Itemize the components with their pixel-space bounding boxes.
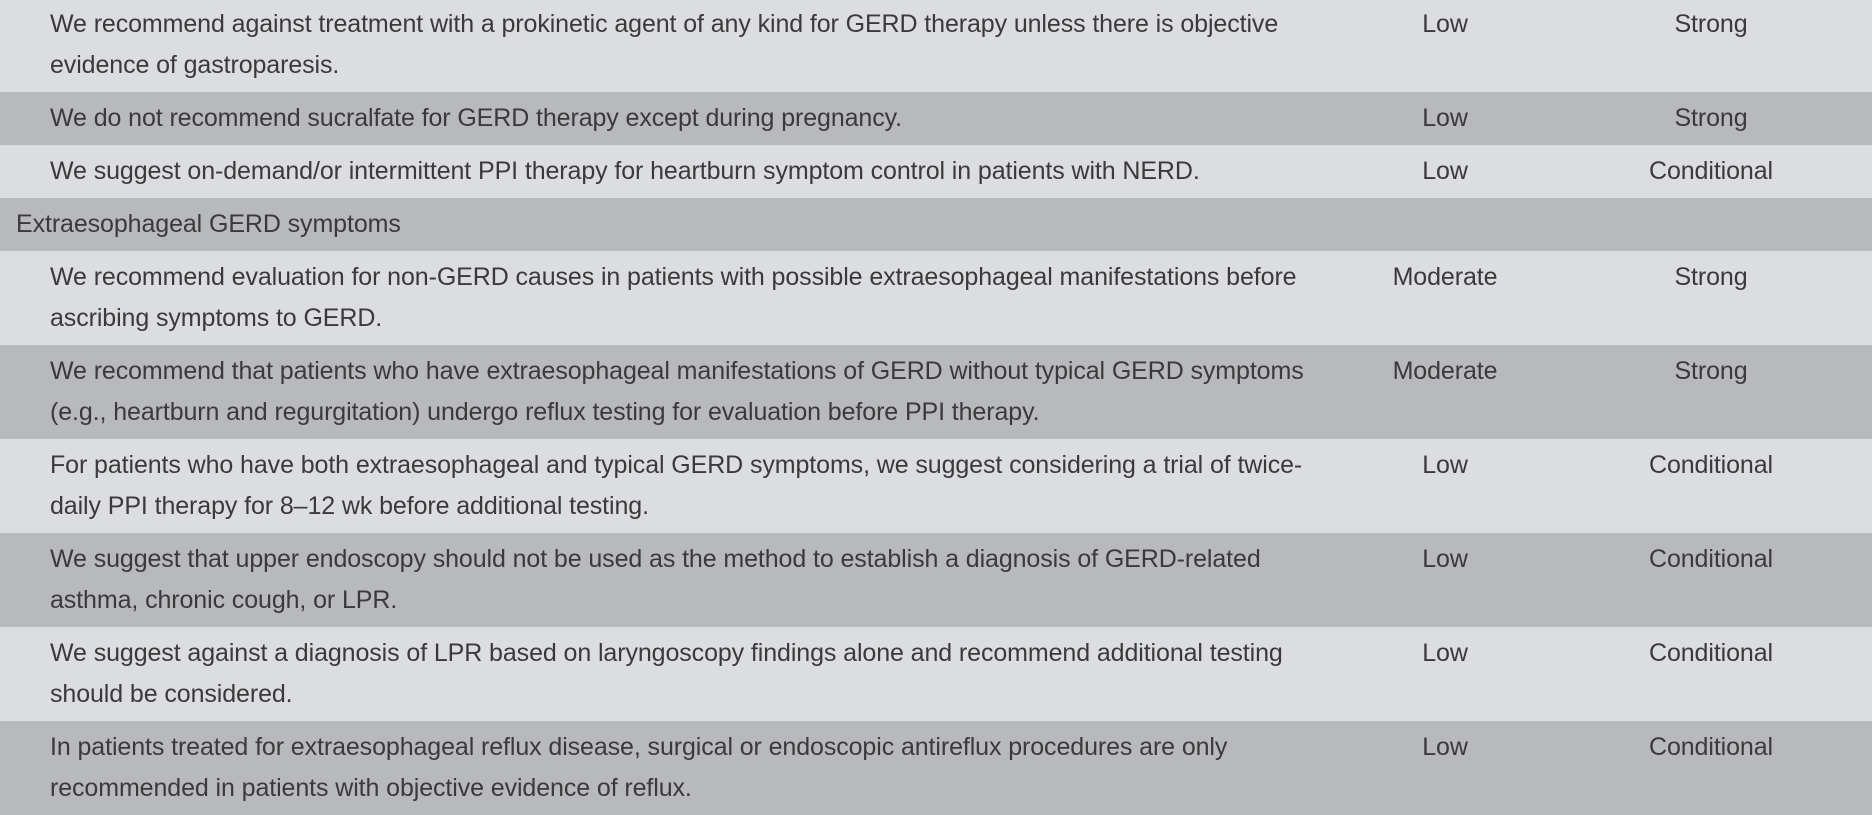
- strength-of-recommendation: Conditional: [1649, 733, 1773, 761]
- recommendation-text: We suggest on-demand/or intermittent PPI therapy for heartburn symptom control in patients with NERD.: [50, 157, 1200, 185]
- recommendation-text: We recommend evaluation for non-GERD causes in patients with possible extraesophageal manifestations before ascribing symptoms to GERD.: [50, 263, 1297, 332]
- section-header-row: [0, 198, 1872, 251]
- table-row: [0, 145, 1872, 198]
- table-row: [0, 439, 1872, 533]
- strength-of-recommendation: Conditional: [1649, 157, 1773, 185]
- table-row: [0, 92, 1872, 145]
- quality-of-evidence: Moderate: [1392, 263, 1498, 291]
- recommendation-text: We suggest against a diagnosis of LPR based on laryngoscopy findings alone and recommend additional testing should be considered.: [50, 639, 1283, 708]
- quality-of-evidence: Low: [1422, 104, 1468, 132]
- recommendation-text: We recommend that patients who have extraesophageal manifestations of GERD without typical GERD symptoms (e.g., heartburn and regurgitation) undergo reflux testing for evaluation before PPI therapy.: [50, 357, 1304, 426]
- strength-of-recommendation: Conditional: [1649, 545, 1773, 573]
- quality-of-evidence: Low: [1422, 451, 1468, 479]
- quality-of-evidence: Moderate: [1392, 357, 1498, 385]
- table-row: [0, 345, 1872, 439]
- strength-of-recommendation: Strong: [1674, 10, 1748, 38]
- quality-of-evidence: Low: [1422, 157, 1468, 185]
- table-row: [0, 0, 1872, 92]
- table-row: [0, 533, 1872, 627]
- table-row: [0, 627, 1872, 721]
- strength-of-recommendation: Strong: [1674, 357, 1748, 385]
- table-row: [0, 721, 1872, 815]
- recommendation-text: We suggest that upper endoscopy should not be used as the method to establish a diagnosis of GERD-related asthma, chronic cough, or LPR.: [50, 545, 1261, 614]
- table-row: [0, 251, 1872, 345]
- quality-of-evidence: Low: [1422, 733, 1468, 761]
- recommendation-text: For patients who have both extraesophageal and typical GERD symptoms, we suggest considering a trial of twice-daily PPI therapy for 8–12 wk before additional testing.: [50, 451, 1303, 520]
- recommendation-text: In patients treated for extraesophageal reflux disease, surgical or endoscopic antireflux procedures are only recommended in patients with objective evidence of reflux.: [50, 733, 1228, 802]
- recommendation-text: We recommend against treatment with a prokinetic agent of any kind for GERD therapy unless there is objective evidence of gastroparesis.: [50, 10, 1279, 79]
- strength-of-recommendation: Conditional: [1649, 639, 1773, 667]
- quality-of-evidence: Low: [1422, 10, 1468, 38]
- strength-of-recommendation: Strong: [1674, 104, 1748, 132]
- section-title: Extraesophageal GERD symptoms: [16, 210, 401, 238]
- recommendation-text: We do not recommend sucralfate for GERD therapy except during pregnancy.: [50, 104, 903, 132]
- quality-of-evidence: Low: [1422, 639, 1468, 667]
- strength-of-recommendation: Strong: [1674, 263, 1748, 291]
- strength-of-recommendation: Conditional: [1649, 451, 1773, 479]
- quality-of-evidence: Low: [1422, 545, 1468, 573]
